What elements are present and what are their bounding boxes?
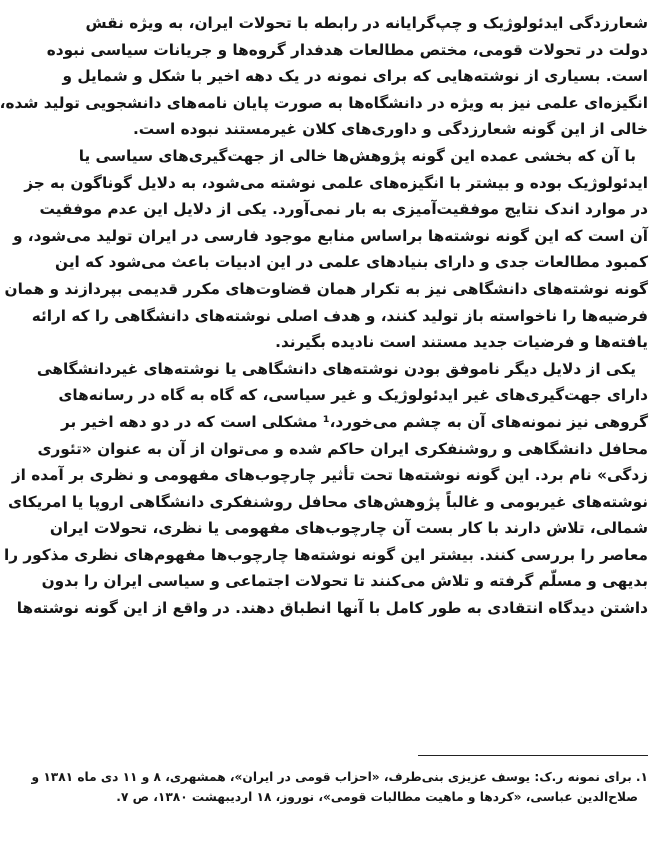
body-line: ایدئولوژیک بوده و بیشتر با انگیزه‌های علمی نوشته می‌شود، به دلایل گوناگون به جز [24,173,648,192]
body-line: در موارد اندک نتایج موفقیت‌آمیزی به بار نمی‌آورد. یکی از دلایل این عدم موفقیت [39,200,648,219]
body-line: شمالی، تلاش دارند با کار بست آن چارچوب‌های مفهومی یا نظری، تحولات ایران [49,519,648,538]
body-text [0,10,648,622]
body-line: کمبود مطالعات جدی و دارای بنیادهای علمی در این ادبیات باعث می‌شود که این [55,253,648,272]
body-line: خالی از این گونه شعارزدگی و داوری‌های کلان غیرمستند نبوده است. [132,120,648,139]
footnote-line: ۱. برای نمونه ر.ک: یوسف عزیزی بنی‌طرف، «احزاب قومی در ایران»، همشهری، ۸ و ۱۱ دی ماه ۱۳۸۱ و [31,770,648,784]
body-line: شعارزدگی ایدئولوژیک و چپ‌گرایانه در رابطه با تحولات ایران، به ویژه نقش [85,14,648,32]
body-line: انگیزه‌ای علمی نیز به ویژه در دانشگاه‌ها به صورت پایان نامه‌های دانشجویی تولید شده، [0,93,648,112]
body-line: گروهی نیز نمونه‌های آن به چشم می‌خورد،¹ مشکلی است که در دو دهه اخیر بر [60,412,648,431]
body-line: داشتن دیدگاه انتقادی به طور کامل با آنها انطباق دهند. در واقع از این گونه نوشته‌ها [16,599,648,618]
footnotes [31,767,648,807]
body-line: زدگی» نام برد. این گونه نوشته‌ها تحت تأثیر چارچوب‌های مفهومی و نظری بر آمده از [11,466,648,485]
body-line: گونه نوشته‌های دانشگاهی نیز به تکرار همان قضاوت‌های مکرر قدیمی بپردازند و همان [4,279,648,298]
body-line: فرضیه‌ها را ناخواسته باز تولید کنند، و هدف اصلی نوشته‌های دانشگاهی را که ارائه [31,306,648,325]
body-line: معاصر را بررسی کنند. بیشتر این گونه نوشته‌ها چارچوب‌ها مفهوم‌های نظری مذکور را [3,545,648,564]
body-line: است. بسیاری از نوشته‌هایی که برای نمونه در یک دهه اخیر با شکل و شمایل و [62,67,648,86]
body-line: بدیهی و مسلّم گرفته و تلاش می‌کنند تا تحولات اجتماعی و سیاسی ایران را بدون [41,572,648,591]
body-line: یافته‌ها و فرضیات جدید مستند است نادیده بگیرند. [275,333,648,352]
footnote-divider [418,755,648,756]
footnote-line: صلاح‌الدین عباسی، «کردها و ماهیت مطالبات قومی»، نوروز، ۱۸ اردیبهشت ۱۳۸۰، ص ۷. [116,790,638,804]
body-line: آن است که این گونه نوشته‌ها براساس منابع موجود فارسی در ایران تولید می‌شود، و [12,226,648,245]
body-line: یکی از دلایل دیگر ناموفق بودن نوشته‌های دانشگاهی یا نوشته‌های غیردانشگاهی [36,359,636,378]
body-line: دولت در تحولات قومی، مختص مطالعات هدفدار گروه‌ها و جریانات سیاسی نبوده [46,40,648,59]
body-line: محافل دانشگاهی و روشنفکری ایران حاکم شده و می‌توان از آن به عنوان «تئوری [37,439,648,458]
body-line: دارای جهت‌گیری‌های غیر ایدئولوژیک و غیر سیاسی، که گاه به گاه در رسانه‌های [58,386,648,405]
body-line: با آن که بخشی عمده این گونه پژوهش‌ها خالی از جهت‌گیری‌های سیاسی یا [78,146,636,165]
body-line: نوشته‌های غیربومی و غالباً پژوهش‌های محافل روشنفکری دانشگاهی اروپا یا امریکای [7,492,648,511]
